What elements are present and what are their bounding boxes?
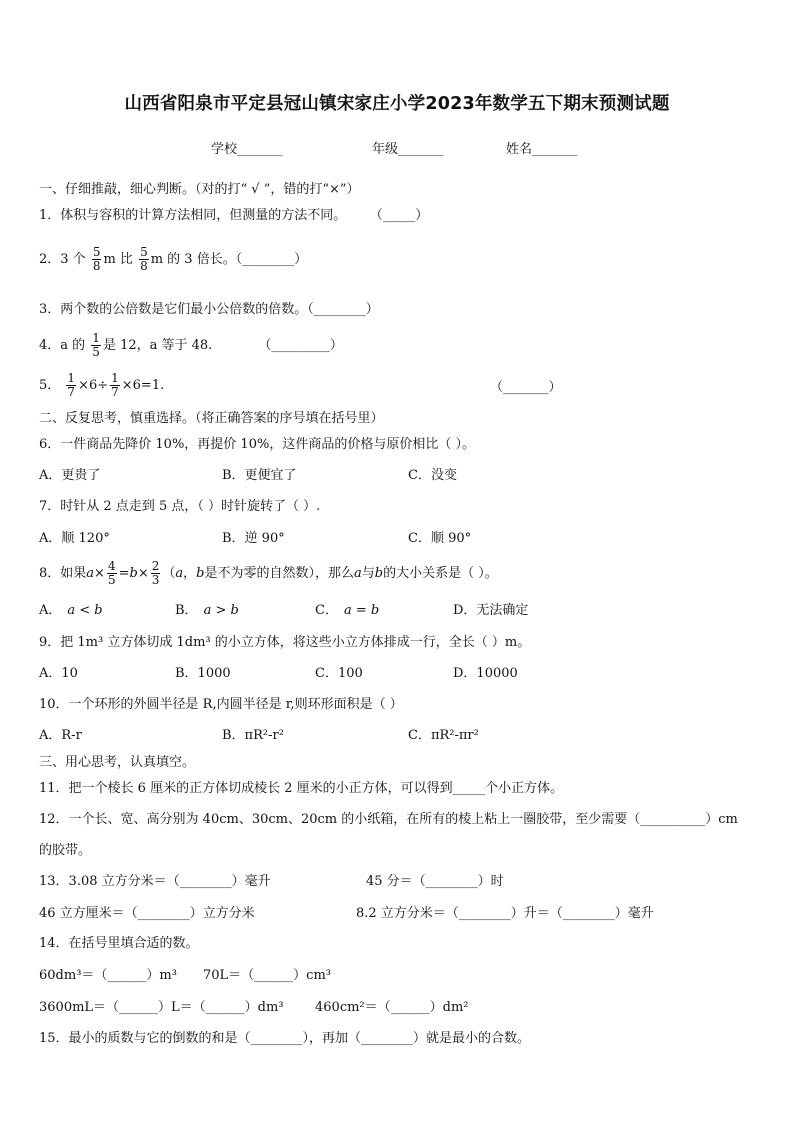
var-b: b	[374, 566, 384, 581]
question-8-text-c: ，	[183, 566, 197, 581]
fraction-denominator: 5	[107, 573, 116, 587]
grade-field: 年级_______	[372, 142, 444, 157]
fraction-numerator: 1	[111, 371, 119, 385]
times-sign: ×	[137, 566, 149, 581]
question-9-option-a: A．10	[39, 666, 78, 681]
question-13-a: 13．3.08 立方分米＝（________）毫升	[39, 874, 271, 889]
question-2	[39, 246, 307, 273]
option-label: C．	[315, 603, 338, 618]
fraction-1-7-a	[66, 372, 76, 399]
question-10-option-b: B．πR²-r²	[222, 728, 284, 743]
question-5-blank: （_______）	[490, 380, 562, 395]
question-8-option-c	[315, 603, 379, 619]
question-9-option-d: D．10000	[453, 666, 518, 681]
var-b: b	[129, 566, 138, 581]
fraction-denominator: 7	[67, 385, 76, 399]
fraction-2-3	[151, 560, 161, 587]
question-14-d: 460cm²＝（______）dm²	[315, 1000, 469, 1015]
question-14: 14．在括号里填合适的数。	[39, 936, 199, 951]
times-sign: ×	[94, 566, 105, 581]
question-9: 9．把 1m³ 立方体切成 1dm³ 的小立方体，将这些小立方体排成一行，全长（ ）m。	[39, 635, 531, 650]
question-7-option-b: B．逆 90°	[222, 531, 285, 546]
option-label: A．	[39, 603, 62, 618]
question-2-text-c: m 的 3 倍长。（________）	[150, 252, 308, 267]
question-1-blank: （_____）	[376, 208, 429, 223]
question-10-option-c: C．πR²-πr²	[408, 728, 479, 743]
question-8-text-e: 与	[361, 566, 375, 581]
fraction-1-5	[91, 332, 101, 359]
option-math: a > b	[203, 603, 239, 618]
question-2-text-b: m 比	[103, 252, 133, 267]
var-a: a	[86, 566, 95, 581]
question-6: 6．一件商品先降价 10%，再提价 10%，这件商品的价格与原价相比（ ）。	[39, 437, 475, 452]
fraction-5-8-b	[139, 246, 149, 273]
section-heading-3: 三、用心思考，认真填空。	[39, 755, 196, 770]
section-heading-1: 一、仔细推敲，细心判断。（对的打“ √ ”，错的打“×”）	[39, 182, 360, 197]
fraction-4-5	[107, 560, 117, 587]
var-a: a	[354, 566, 362, 581]
question-5-text-b: ×6÷	[78, 378, 109, 393]
question-3: 3．两个数的公倍数是它们最小公倍数的倍数。（________）	[39, 302, 379, 317]
question-5-text-a: 5．	[39, 378, 61, 393]
option-label: B．	[175, 603, 198, 618]
question-7-option-a: A．顺 120°	[39, 531, 110, 546]
fraction-numerator: 5	[92, 245, 101, 259]
name-field: 姓名_______	[506, 142, 578, 157]
question-13-b: 45 分＝（________）时	[366, 874, 504, 889]
question-10: 10．一个环形的外圆半径是 R,内圆半径是 r,则环形面积是（ ）	[39, 697, 403, 712]
question-9-option-c: C．100	[315, 666, 363, 681]
question-11: 11．把一个棱长 6 厘米的正方体切成棱长 2 厘米的小正方体，可以得到_____个小正方体。	[39, 781, 564, 796]
question-6-option-a: A．更贵了	[39, 468, 101, 483]
page-title: 山西省阳泉市平定县冠山镇宋家庄小学2023年数学五下期末预测试题	[124, 94, 670, 114]
question-8-text-d: 是不为零的自然数），那么	[204, 566, 355, 581]
question-14-c: 3600mL＝（______）L＝（______）dm³	[39, 1000, 284, 1015]
fraction-numerator: 2	[151, 559, 160, 573]
question-1	[39, 208, 428, 224]
question-13-d: 8.2 立方分米＝（________）升＝（________）毫升	[356, 906, 654, 921]
option-math: a = b	[343, 603, 380, 618]
question-15: 15．最小的质数与它的倒数的和是（________），再加（________）就是最小的合数。	[39, 1031, 531, 1046]
question-4	[39, 332, 343, 359]
question-12-line-1: 12．一个长、宽、高分别为 40cm、30cm、20cm 的小纸箱，在所有的棱上粘上一圈胶带，至少需要（__________）cm	[39, 812, 738, 827]
question-8-text-f: 的大小关系是（ ）。	[383, 566, 498, 581]
question-6-option-b: B．更便宜了	[222, 468, 297, 483]
question-2-text-a: 2．3 个	[39, 252, 86, 267]
school-field: 学校_______	[211, 142, 283, 157]
question-14-b: 70L＝（______）cm³	[203, 968, 331, 983]
question-8	[39, 560, 498, 587]
fraction-denominator: 8	[140, 259, 148, 273]
fraction-1-7-b	[110, 372, 120, 399]
fraction-numerator: 1	[92, 331, 100, 345]
question-7: 7．时针从 2 点走到 5 点，（ ）时针旋转了（ ）.	[39, 499, 321, 514]
question-9-option-b: B．1000	[175, 666, 231, 681]
fraction-denominator: 7	[111, 385, 119, 399]
question-4-text-b: 是 12，a 等于 48.	[102, 338, 213, 353]
question-10-option-a: A．R-r	[39, 728, 82, 743]
fraction-numerator: 4	[107, 559, 116, 573]
question-4-text-a: 4．a 的	[39, 338, 86, 353]
var-b: b	[196, 566, 205, 581]
section-heading-2: 二、反复思考，慎重选择。（将正确答案的序号填在括号里）	[39, 411, 384, 426]
question-8-option-d: D．无法确定	[453, 603, 529, 618]
question-4-blank: （_________）	[258, 338, 343, 353]
fraction-5-8-a	[92, 246, 102, 273]
question-5-text-c: ×6=1.	[121, 378, 165, 393]
question-8-text-b: （	[162, 566, 176, 581]
question-8-option-a	[39, 603, 103, 619]
fraction-denominator: 3	[151, 573, 160, 587]
question-14-a: 60dm³＝（______）m³	[39, 968, 177, 983]
question-1-text: 1．体积与容积的计算方法相同，但测量的方法不同。	[39, 208, 347, 223]
fraction-denominator: 5	[92, 345, 100, 359]
equals-sign: =	[118, 566, 130, 581]
fraction-numerator: 1	[67, 371, 76, 385]
fraction-denominator: 8	[92, 259, 101, 273]
question-8-text-a: 8．如果	[39, 566, 87, 581]
option-math: a < b	[67, 603, 103, 618]
question-13-c: 46 立方厘米＝（________）立方分米	[39, 906, 255, 921]
question-5	[39, 372, 164, 399]
question-12-line-2: 的胶带。	[39, 843, 92, 858]
fraction-numerator: 5	[140, 245, 148, 259]
question-8-option-b	[175, 603, 239, 619]
question-6-option-c: C．没变	[408, 468, 457, 483]
var-a: a	[175, 566, 184, 581]
question-7-option-c: C．顺 90°	[408, 531, 472, 546]
